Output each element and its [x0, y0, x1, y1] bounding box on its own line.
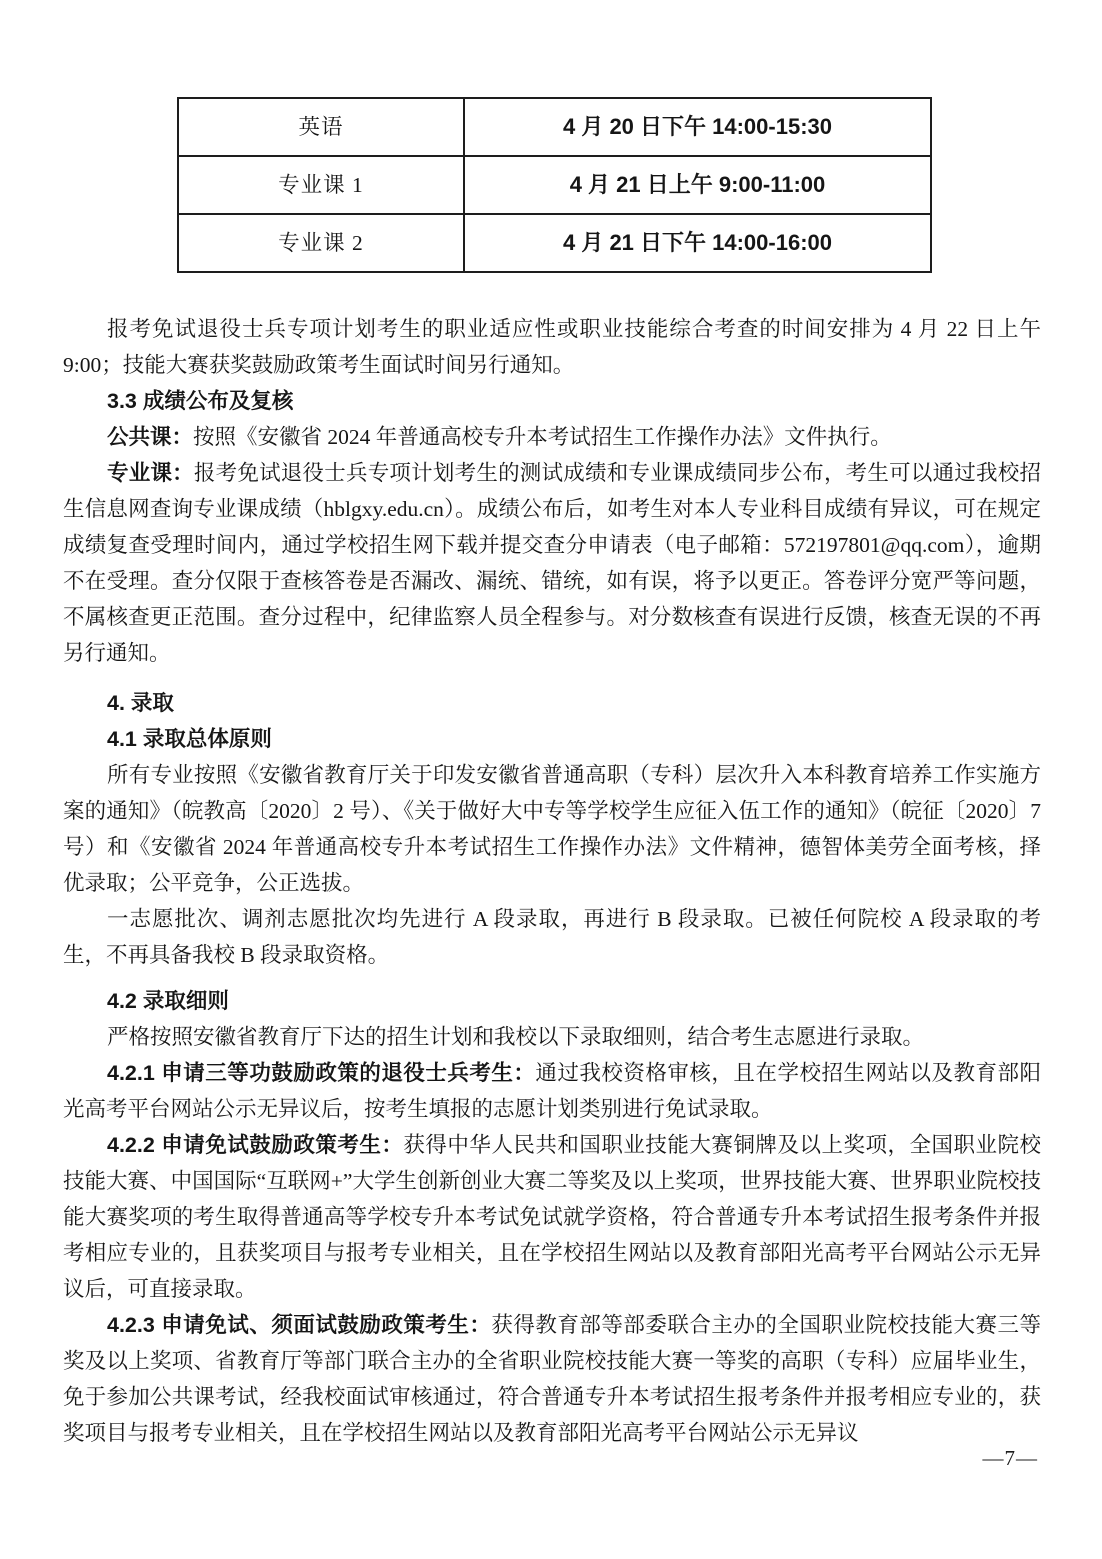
major-course-label: 专业课：	[107, 461, 194, 485]
document-body	[63, 97, 1041, 1451]
para-4-1-principles: 所有专业按照《安徽省教育厅关于印发安徽省普通高职（专科）层次升入本科教育培养工作实施方案的通知》（皖教高〔2020〕2 号）、《关于做好大中专等学校学生应征入伍工作的通知》（皖征〔2020〕7 号）和《安徽省 2024 年普通高校专升本考试招生工作操作办法》文件精神，德智体美劳全面考核，择优录取；公平竞争，公正选拔。	[63, 763, 1041, 895]
para-exam-time-note: 报考免试退役士兵专项计划考生的职业适应性或职业技能综合考查的时间安排为 4 月 22 日上午 9:00；技能大赛获奖鼓励政策考生面试时间另行通知。	[63, 317, 1041, 377]
major-course-text: 报考免试退役士兵专项计划考生的测试成绩和专业课成绩同步公布，考生可以通过我校招生信息网查询专业课成绩（hblgxy.edu.cn）。成绩公布后，如考生对本人专业科目成绩有异议，可在规定成绩复查受理时间内，通过学校招生网下载并提交查分申请表（电子邮箱：572197801@qq.com），逾期不在受理。查分仅限于查核答卷是否漏改、漏统、错统，如有误，将予以更正。答卷评分宽严等问题，不属核查更正范围。查分过程中，纪律监察人员全程参与。对分数核查有误进行反馈，核查无误的不再另行通知。	[63, 461, 1041, 665]
para-4-2-3	[63, 1307, 1041, 1451]
time-cell: 4 月 21 日上午 9:00-11:00	[464, 156, 931, 214]
para-4-1-batches: 一志愿批次、调剂志愿批次均先进行 A 段录取，再进行 B 段录取。已被任何院校 A 段录取的考生，不再具备我校 B 段录取资格。	[63, 907, 1041, 967]
text-4-2-1: 通过我校资格审核，且在学校招生网站以及教育部阳光高考平台网站公示无异议后，按考生填报的志愿计划类别进行免试录取。	[63, 1061, 1041, 1121]
para-4-2-1	[63, 1055, 1041, 1127]
public-course-text: 按照《安徽省 2024 年普通高校专升本考试招生工作操作办法》文件执行。	[193, 425, 892, 449]
label-4-2-3: 4.2.3 申请免试、须面试鼓励政策考生：	[107, 1313, 492, 1337]
label-4-2-2: 4.2.2 申请免试鼓励政策考生：	[107, 1133, 404, 1157]
subject-cell: 专业课 2	[178, 214, 464, 272]
heading-4-2: 4.2 录取细则	[107, 989, 229, 1013]
table-row	[178, 98, 931, 156]
heading-3-3: 3.3 成绩公布及复核	[107, 389, 294, 413]
text-4-2-2: 获得中华人民共和国职业技能大赛铜牌及以上奖项，全国职业院校技能大赛、中国国际“互联网+”大学生创新创业大赛二等奖及以上奖项，世界技能大赛、世界职业院校技能大赛奖项的考生取得普通高等学校专升本考试免试就学资格，符合普通专升本考试招生报考条件并报考相应专业的，且获奖项目与报考专业相关，且在学校招生网站以及教育部阳光高考平台网站公示无异议后，可直接录取。	[63, 1133, 1041, 1301]
para-4-2-2	[63, 1127, 1041, 1307]
subject-cell: 英语	[178, 98, 464, 156]
para-4-2-rules: 严格按照安徽省教育厅下达的招生计划和我校以下录取细则，结合考生志愿进行录取。	[107, 1025, 925, 1049]
table-row	[178, 156, 931, 214]
time-cell: 4 月 20 日下午 14:00-15:30	[464, 98, 931, 156]
heading-4-1: 4.1 录取总体原则	[107, 727, 272, 751]
page-number: —7—	[982, 1446, 1038, 1470]
public-course-label: 公共课：	[107, 425, 194, 449]
heading-4: 4. 录取	[107, 691, 174, 715]
subject-cell: 专业课 1	[178, 156, 464, 214]
para-major-course	[63, 455, 1041, 671]
para-public-course	[63, 419, 1041, 455]
text-4-2-3: 获得教育部等部委联合主办的全国职业院校技能大赛三等奖及以上奖项、省教育厅等部门联合主办的全省职业院校技能大赛一等奖的高职（专科）应届毕业生，免于参加公共课考试，经我校面试审核通过，符合普通专升本考试招生报考条件并报考相应专业的，获奖项目与报考专业相关，且在学校招生网站以及教育部阳光高考平台网站公示无异议	[63, 1313, 1041, 1445]
exam-schedule-table	[177, 97, 932, 273]
time-cell: 4 月 21 日下午 14:00-16:00	[464, 214, 931, 272]
table-row	[178, 214, 931, 272]
label-4-2-1: 4.2.1 申请三等功鼓励政策的退役士兵考生：	[107, 1061, 536, 1085]
